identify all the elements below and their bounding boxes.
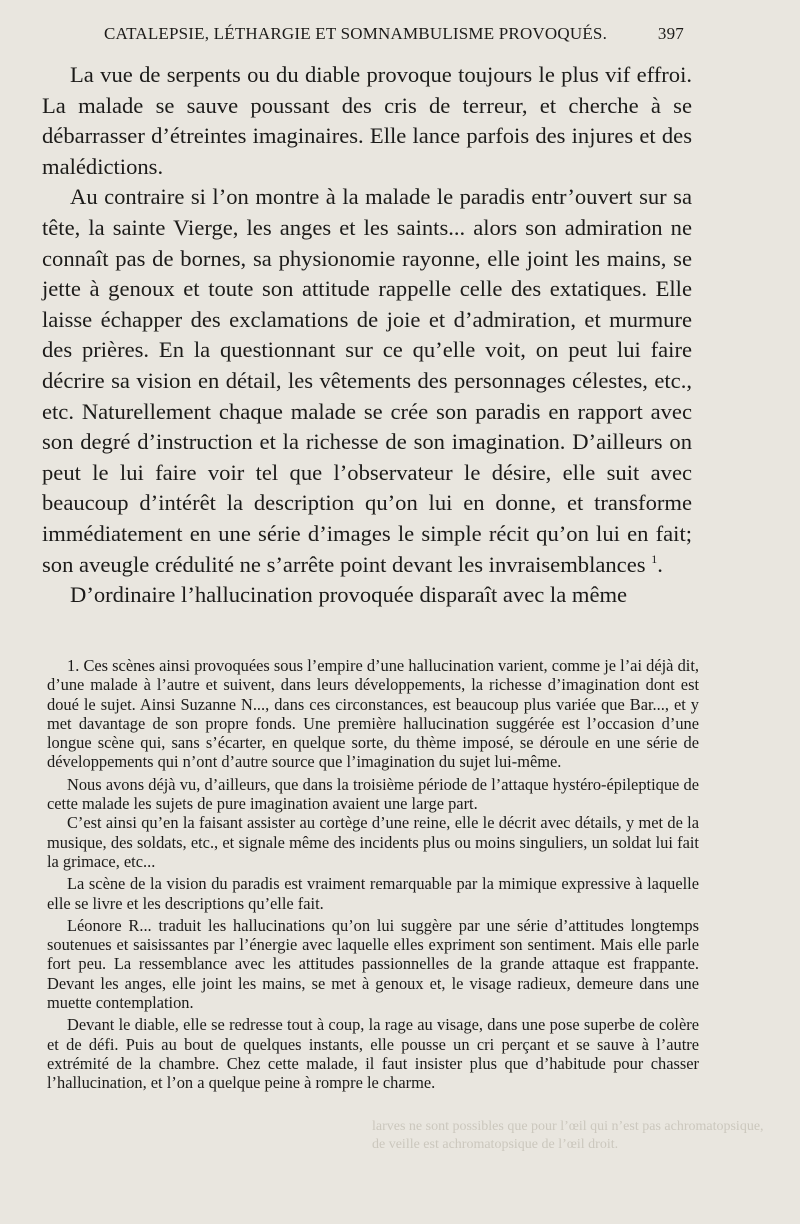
footnote-paragraph: Nous avons déjà vu, d’ailleurs, que dans la troisième période de l’attaque hystéro-épileptique de cette malade les sujets de pure imagination avaient une large part.: [47, 774, 699, 814]
footnote: [47, 656, 699, 1093]
footnote-paragraph: C’est ainsi qu’en la faisant assister au cortège d’une reine, elle le décrit avec détails, y met de la musique, des soldats, etc., et signale même des incidents plus ou moins singuliers, un soldat lui fait la grimace, etc...: [47, 813, 699, 871]
main-text: [42, 60, 692, 611]
body-paragraph: D’ordinaire l’hallucination provoquée disparaît avec la même: [70, 582, 628, 608]
footnote-paragraph: 1. Ces scènes ainsi provoquées sous l’empire d’une hallucination varient, comme je l’ai déjà dit, d’une malade à l’autre et suivent, dans leurs développements, la richesse d’imagination dont est doué le sujet. Ainsi Suzanne N..., dans ces circonstances, est beaucoup plus variée que Bar..., et y met davantage de son propre fonds. Une première hallucination suggérée est l’occasion d’une longue scène qui, sans s’écarter, en quelque sorte, du thème imposé, se déroule en une série de développements qui n’ont d’autre source que l’imagination du sujet lui-même.: [47, 656, 699, 772]
running-header: [104, 24, 684, 50]
bleedthrough-line: larves ne sont possibles que pour l’œil qui n’est pas achromatopsique,: [372, 1119, 764, 1134]
running-title: CATALEPSIE, LÉTHARGIE ET SOMNAMBULISME PROVOQUÉS.: [104, 24, 608, 43]
body-paragraph: La vue de serpents ou du diable provoque toujours le plus vif effroi. La malade se sauve poussant des cris de terreur, et cherche à se débarrasser d’étreintes imaginaires. Elle lance parfois des injures et des malédictions.: [42, 62, 692, 179]
body-paragraph: [42, 182, 692, 580]
bleedthrough-line: de veille est achromatopsique de l’œil droit.: [372, 1137, 619, 1152]
footnote-paragraph: Devant le diable, elle se redresse tout à coup, la rage au visage, dans une pose superbe de colère et de défi. Puis au bout de quelques instants, elle pousse un cri perçant et se sauve à l’autre extrémité de la chambre. Chez cette malade, il faut insister plus que d’habitude pour chasser l’hallucination, et l’on a quelque peine à rompre le charme.: [47, 1015, 699, 1093]
footnote-paragraph: La scène de la vision du paradis est vraiment remarquable par la mimique expressive à laquelle elle se livre et les descriptions qu’elle fait.: [47, 874, 699, 913]
body-paragraph-text: Au contraire si l’on montre à la malade le paradis entr’ouvert sur sa tête, la sainte Vierge, les anges et les saints... alors son admiration ne connaît pas de bornes, sa physionomie rayonne, elle joint les mains, se jette à genoux et toute son attitude rappelle celle des extatiques. Elle laisse échapper des exclamations de joie et d’admiration, et murmure des prières. En la questionnant sur ce qu’elle voit, on peut lui faire décrire sa vision en détail, les vêtements des personnages célestes, etc., etc. Naturellement chaque malade se crée son paradis en rapport avec son degré d’instruction et la richesse de son imagination. D’ailleurs on peut le lui faire voir tel que l’observateur le désire, elle suit avec beaucoup d’intérêt la description qu’on lui en donne, et transforme immédiatement en une série d’images le simple récit qu’on lui en fait; son aveugle crédulité ne s’arrête point devant les invraisemblances: [42, 184, 692, 577]
bleedthrough-text: [372, 1118, 792, 1154]
footnote-paragraph: Léonore R... traduit les hallucinations qu’on lui suggère par une série d’attitudes longtemps soutenues et saisissantes par l’énergie avec laquelle elles expriment son sentiment. Mais elle parle fort peu. La ressemblance avec les attitudes passionnelles de la grande attaque est frappante. Devant les anges, elle joint les mains, se met à genoux et, le visage radieux, demeure dans une muette contemplation.: [47, 915, 699, 1013]
footnote-marker: 1: [651, 551, 658, 566]
sentence-period: .: [657, 551, 663, 577]
page-number: 397: [657, 24, 684, 43]
